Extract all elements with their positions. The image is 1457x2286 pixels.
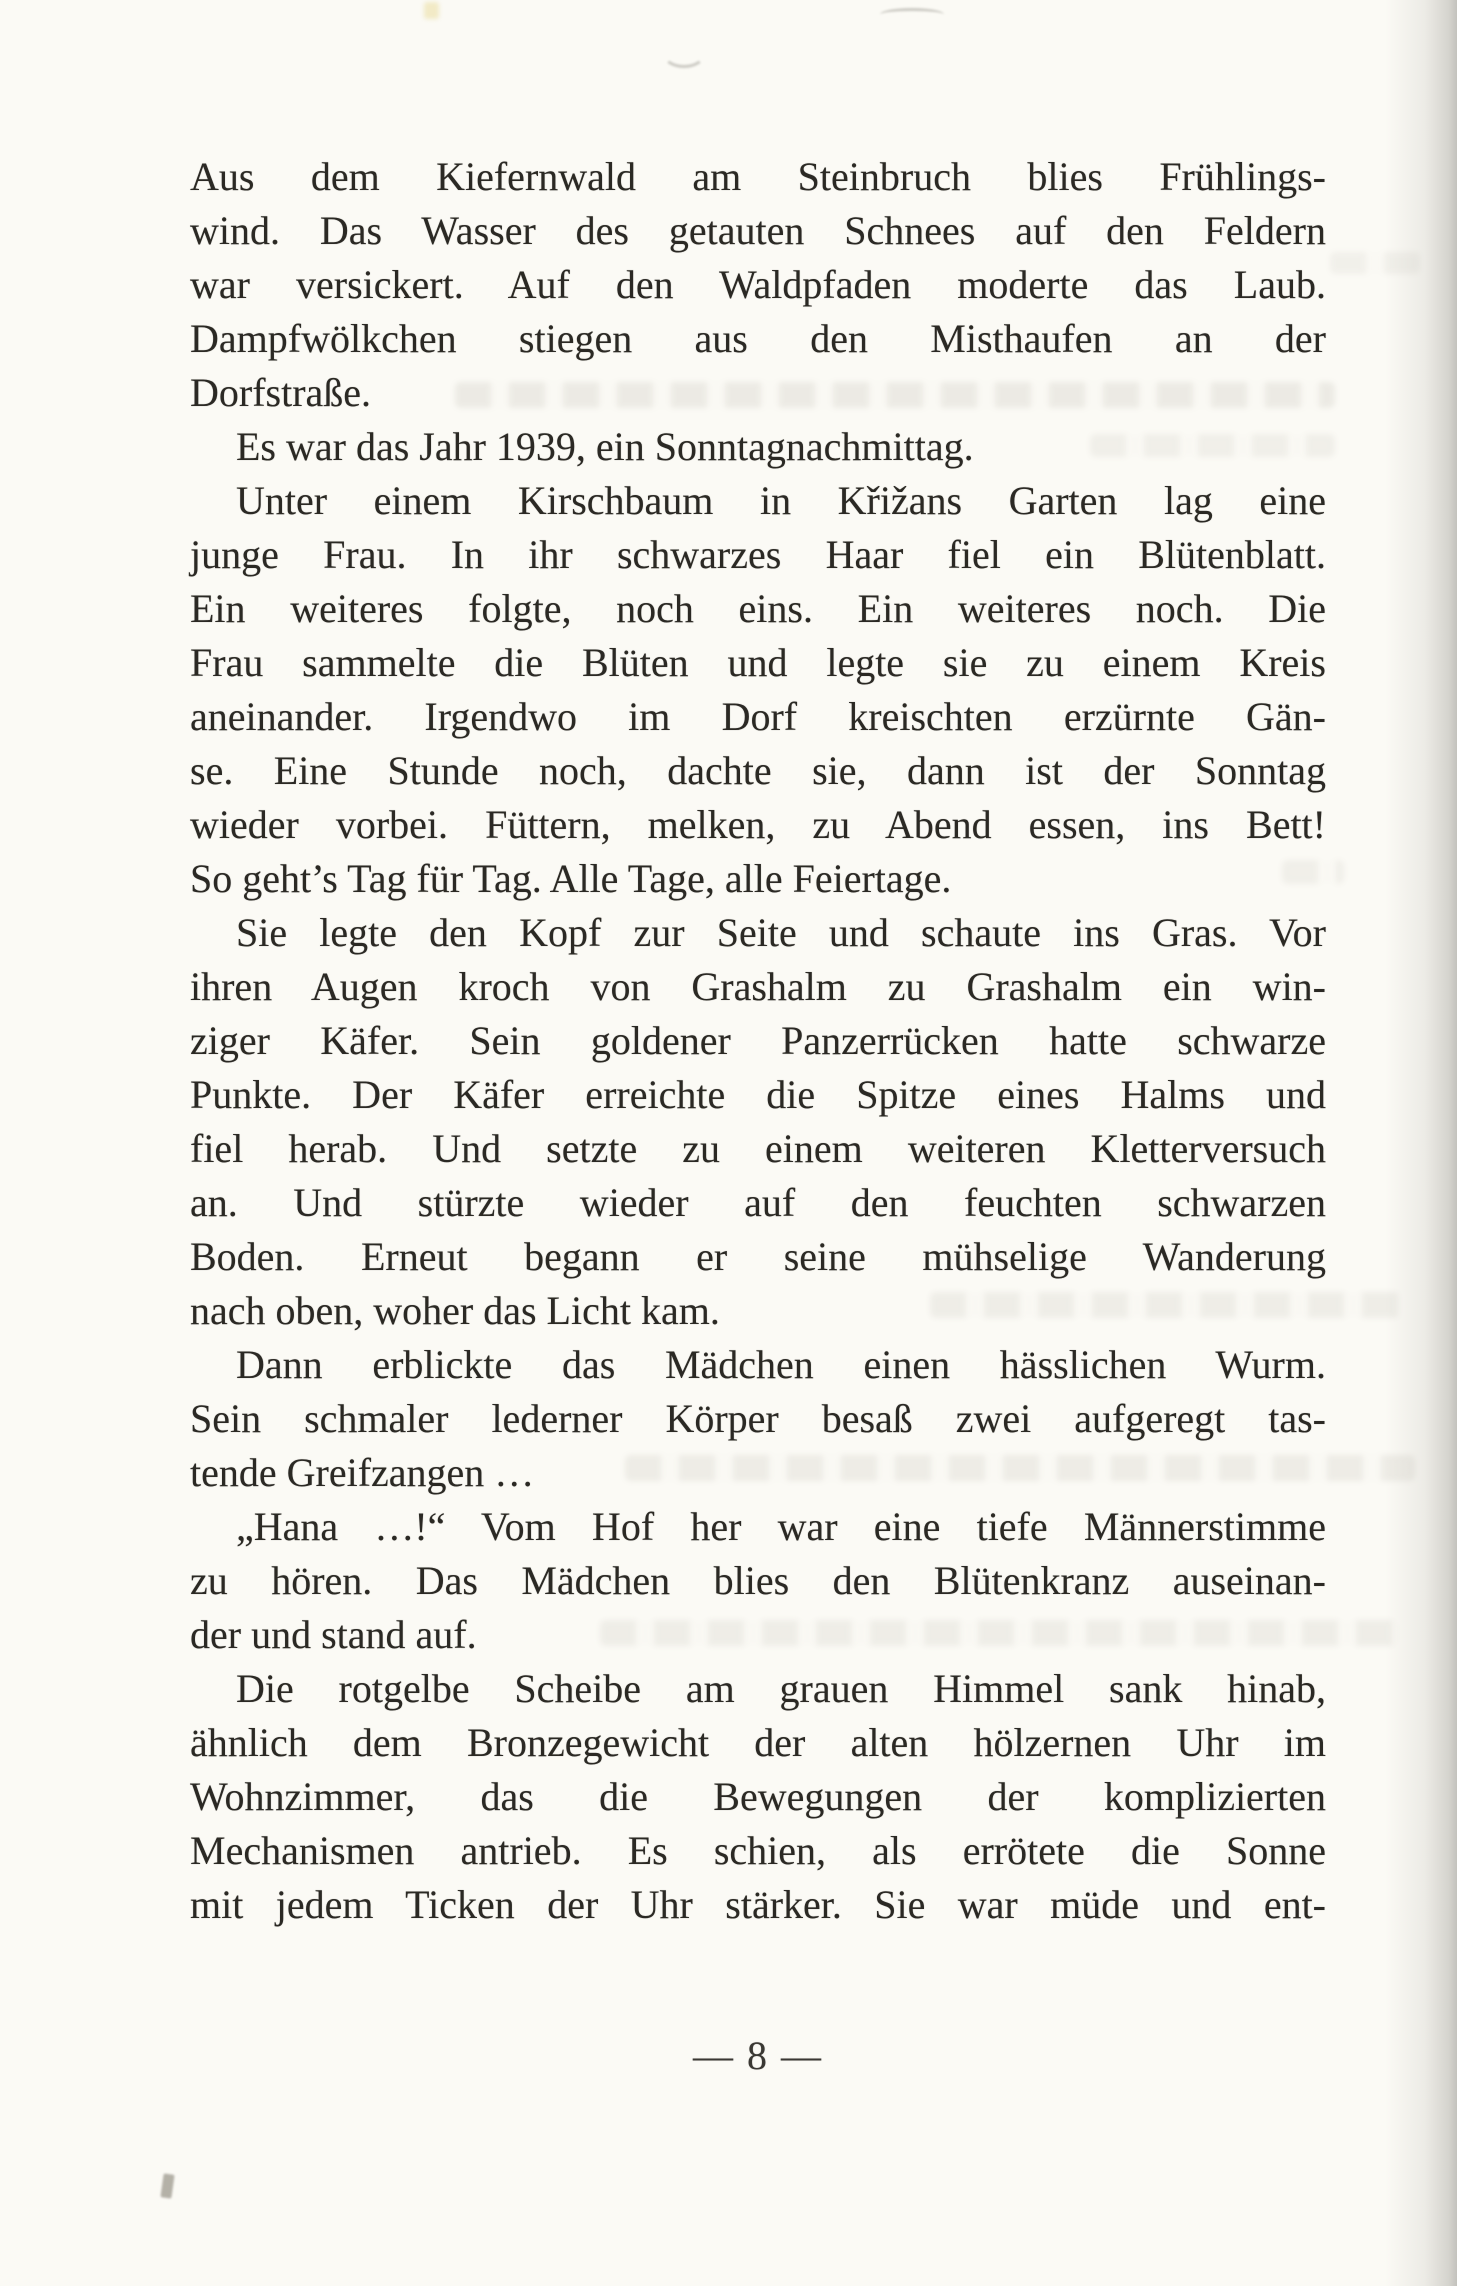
text-line: se. Eine Stunde noch, dachte sie, dann ist der Sonntag (190, 748, 1326, 793)
text-line: der und stand auf. (190, 1612, 477, 1657)
page-text-block (190, 150, 1326, 1932)
text-line: ähnlich dem Bronzegewicht der alten hölzernen Uhr im (190, 1720, 1326, 1765)
text-line: „Hana …!“ Vom Hof her war eine tiefe Männerstimme (236, 1504, 1326, 1549)
text-line: Dampfwölkchen stiegen aus den Misthaufen an der (190, 316, 1326, 361)
text-line: Es war das Jahr 1939, ein Sonntagnachmittag. (236, 424, 974, 469)
text-line: mit jedem Ticken der Uhr stärker. Sie war müde und ent- (190, 1882, 1326, 1927)
text-line: Aus dem Kiefernwald am Steinbruch blies Frühlings- (190, 154, 1326, 199)
paragraph (190, 906, 1326, 1338)
text-line: Sie legte den Kopf zur Seite und schaute ins Gras. Vor (236, 910, 1326, 955)
scan-squiggle-mark (880, 8, 944, 21)
text-line: Sein schmaler lederner Körper besaß zwei aufgeregt tas- (190, 1396, 1326, 1441)
paragraph (190, 420, 1326, 474)
page-number: — 8 — (693, 2033, 823, 2078)
text-line: Unter einem Kirschbaum in Křižans Garten lag eine (236, 478, 1326, 523)
text-line: fiel herab. Und setzte zu einem weiteren Kletterversuch (190, 1126, 1326, 1171)
text-line: Wohnzimmer, das die Bewegungen der komplizierten (190, 1774, 1326, 1819)
text-line: Dann erblickte das Mädchen einen hässlichen Wurm. (236, 1342, 1326, 1387)
paragraph (190, 150, 1326, 420)
text-line: wieder vorbei. Füttern, melken, zu Abend essen, ins Bett! (190, 802, 1326, 847)
text-line: Die rotgelbe Scheibe am grauen Himmel sank hinab, (236, 1666, 1326, 1711)
text-line: junge Frau. In ihr schwarzes Haar fiel ein Blütenblatt. (190, 532, 1326, 577)
text-line: zu hören. Das Mädchen blies den Blütenkranz auseinan- (190, 1558, 1326, 1603)
text-line: ziger Käfer. Sein goldener Panzerrücken hatte schwarze (190, 1018, 1326, 1063)
text-line: nach oben, woher das Licht kam. (190, 1288, 720, 1333)
paragraph (190, 474, 1326, 906)
text-line: ihren Augen kroch von Grashalm zu Grashalm ein win- (190, 964, 1326, 1009)
paragraph (190, 1662, 1326, 1932)
text-line: Frau sammelte die Blüten und legte sie zu einem Kreis (190, 640, 1326, 685)
text-line: an. Und stürzte wieder auf den feuchten schwarzen (190, 1180, 1326, 1225)
text-line: Ein weiteres folgte, noch eins. Ein weiteres noch. Die (190, 586, 1326, 631)
paragraph (190, 1500, 1326, 1662)
text-line: aneinander. Irgendwo im Dorf kreischten erzürnte Gän- (190, 694, 1326, 739)
text-line: war versickert. Auf den Waldpfaden moderte das Laub. (190, 262, 1326, 307)
paragraph (190, 1338, 1326, 1500)
text-line: Boden. Erneut begann er seine mühselige Wanderung (190, 1234, 1326, 1279)
text-line: Punkte. Der Käfer erreichte die Spitze eines Halms und (190, 1072, 1326, 1117)
text-line: wind. Das Wasser des getauten Schnees auf den Feldern (190, 208, 1326, 253)
text-line: tende Greifzangen … (190, 1450, 535, 1495)
text-line: Dorfstraße. (190, 370, 372, 415)
scan-speck (160, 2173, 174, 2198)
scan-speck (424, 2, 439, 19)
bleed-through-smudge (1330, 252, 1420, 274)
text-line: Mechanismen antrieb. Es schien, als errötete die Sonne (190, 1828, 1326, 1873)
text-line: So geht’s Tag für Tag. Alle Tage, alle Feiertage. (190, 856, 952, 901)
scan-curve-mark (662, 38, 706, 68)
page-edge-shadow (1385, 0, 1457, 2286)
